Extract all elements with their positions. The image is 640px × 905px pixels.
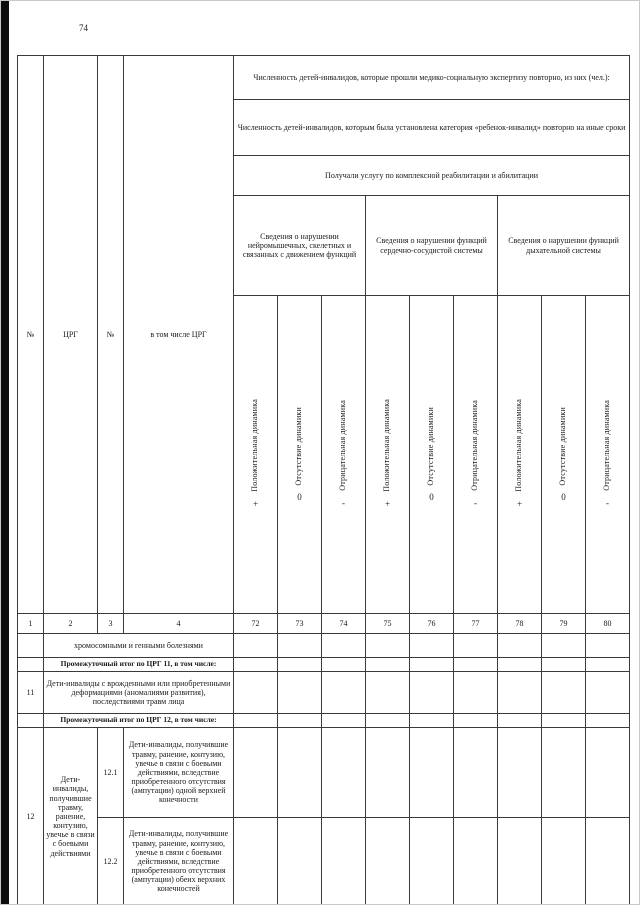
data-cell: [542, 714, 586, 728]
data-cell: [498, 672, 542, 714]
data-cell: [498, 634, 542, 658]
data-cell: [322, 728, 366, 818]
col-header-vtom-chisle-crg: в том числе ЦРГ: [124, 56, 234, 614]
zero-symbol: 0: [297, 492, 302, 503]
row-label-12-2: Дети-инвалиды, получившие травму, ранение, контузию, увечье в связи с боевыми действиями, вследствие приобретенного отсутствия (ампутации) обеих верхних конечностей: [124, 818, 234, 905]
data-cell: [410, 818, 454, 905]
col-number-cell: 75: [366, 614, 410, 634]
col-number-cell: 78: [498, 614, 542, 634]
col-number-cell: 74: [322, 614, 366, 634]
data-cell: [366, 658, 410, 672]
data-cell: [322, 818, 366, 905]
data-cell: [410, 672, 454, 714]
data-cell: [498, 728, 542, 818]
data-cell: [586, 714, 630, 728]
plus-symbol: +: [252, 499, 259, 510]
data-cell: [586, 818, 630, 905]
minus-symbol: -: [606, 498, 610, 509]
dynamics-label: Отрицательная динамика: [602, 400, 612, 492]
data-cell: [366, 714, 410, 728]
data-cell: [234, 818, 278, 905]
dynamics-header-77: [454, 296, 498, 614]
dynamics-header-76: [410, 296, 454, 614]
dynamics-label: Отрицательная динамика: [470, 400, 480, 492]
plus-symbol: +: [516, 499, 523, 510]
data-cell: [234, 672, 278, 714]
data-cell: [234, 714, 278, 728]
data-cell: [410, 658, 454, 672]
plus-symbol: +: [384, 499, 391, 510]
scan-edge-shadow: [1, 1, 9, 905]
dynamics-label: Положительная динамика: [514, 399, 524, 493]
row-num-cell: [18, 658, 44, 672]
col-number-cell: 72: [234, 614, 278, 634]
data-cell: [278, 672, 322, 714]
dynamics-label: Отсутствие динамики: [426, 406, 436, 486]
data-cell: [454, 818, 498, 905]
zero-symbol: 0: [561, 492, 566, 503]
report-table: [17, 55, 630, 905]
col-number-cell: 77: [454, 614, 498, 634]
data-cell: [234, 634, 278, 658]
col-header-num-sub: №: [98, 56, 124, 614]
group-header-neuromuscular: Сведения о нарушении нейромышечных, скелетных и связанных с движением функций: [234, 196, 366, 296]
data-cell: [542, 818, 586, 905]
data-cell: [366, 728, 410, 818]
data-cell: [366, 672, 410, 714]
row-num-cell: 12.1: [98, 728, 124, 818]
row-label-12: Дети-инвалиды, получившие травму, ранение, контузию, увечье в связи с боевыми действиями: [44, 728, 98, 905]
data-cell: [498, 818, 542, 905]
dynamics-header-75: [366, 296, 410, 614]
col-header-num-left: №: [18, 56, 44, 614]
dynamics-label: Отрицательная динамика: [338, 400, 348, 492]
data-cell: [542, 728, 586, 818]
minus-symbol: -: [342, 498, 345, 509]
header-band-repeat-expertise: Численность детей-инвалидов, которые прошли медико-социальную экспертизу повторно, из них (чел.):: [234, 56, 630, 100]
data-cell: [454, 634, 498, 658]
dynamics-header-72: [234, 296, 278, 614]
data-cell: [322, 634, 366, 658]
col-number-cell: 4: [124, 614, 234, 634]
data-cell: [410, 634, 454, 658]
minus-symbol: -: [474, 498, 477, 509]
dynamics-label: Положительная динамика: [250, 399, 260, 493]
dynamics-header-80: [586, 296, 630, 614]
group-header-respiratory: Сведения о нарушении функций дыхательной системы: [498, 196, 630, 296]
row-num-cell: [18, 634, 44, 658]
group-header-cardiovascular: Сведения о нарушении функций сердечно-сосудистой системы: [366, 196, 498, 296]
data-cell: [366, 634, 410, 658]
row-label-chromosomal: хромосомными и генными болезнями: [44, 634, 234, 658]
header-band-category-set: Численность детей-инвалидов, которым была установлена категория «ребенок-инвалид» повторно на иные сроки: [234, 100, 630, 156]
data-cell: [586, 658, 630, 672]
dynamics-header-79: [542, 296, 586, 614]
data-cell: [454, 658, 498, 672]
col-header-crg: ЦРГ: [44, 56, 98, 614]
data-cell: [454, 728, 498, 818]
data-cell: [454, 672, 498, 714]
dynamics-header-73: [278, 296, 322, 614]
col-number-cell: 76: [410, 614, 454, 634]
data-cell: [542, 672, 586, 714]
data-cell: [586, 634, 630, 658]
data-cell: [278, 714, 322, 728]
col-number-cell: 80: [586, 614, 630, 634]
data-cell: [278, 728, 322, 818]
dynamics-label: Положительная динамика: [382, 399, 392, 493]
data-cell: [278, 634, 322, 658]
data-cell: [498, 714, 542, 728]
dynamics-label: Отсутствие динамики: [294, 406, 304, 486]
data-cell: [366, 818, 410, 905]
col-number-cell: 1: [18, 614, 44, 634]
data-cell: [542, 658, 586, 672]
row-num-cell: 12.2: [98, 818, 124, 905]
data-cell: [498, 658, 542, 672]
row-num-cell: 11: [18, 672, 44, 714]
data-cell: [278, 658, 322, 672]
zero-symbol: 0: [429, 492, 434, 503]
page-number: 74: [79, 23, 88, 33]
data-cell: [542, 634, 586, 658]
data-cell: [322, 672, 366, 714]
row-label-11: Дети-инвалиды с врожденными или приобретенными деформациями (аномалиями развития), последствиями травм лица: [44, 672, 234, 714]
data-cell: [586, 728, 630, 818]
row-num-cell: [18, 714, 44, 728]
col-number-cell: 2: [44, 614, 98, 634]
subtotal-crg12-label: Промежуточный итог по ЦРГ 12, в том числе:: [44, 714, 234, 728]
dynamics-label: Отсутствие динамики: [558, 406, 568, 486]
data-cell: [454, 714, 498, 728]
dynamics-header-74: [322, 296, 366, 614]
data-cell: [234, 728, 278, 818]
data-cell: [278, 818, 322, 905]
col-number-cell: 3: [98, 614, 124, 634]
subtotal-crg11-label: Промежуточный итог по ЦРГ 11, в том числе:: [44, 658, 234, 672]
header-band-rehab-service: Получали услугу по комплексной реабилитации и абилитации: [234, 156, 630, 196]
data-cell: [322, 714, 366, 728]
col-number-cell: 73: [278, 614, 322, 634]
data-cell: [322, 658, 366, 672]
col-number-cell: 79: [542, 614, 586, 634]
data-cell: [410, 728, 454, 818]
data-cell: [410, 714, 454, 728]
data-cell: [586, 672, 630, 714]
data-cell: [234, 658, 278, 672]
row-label-12-1: Дети-инвалиды, получившие травму, ранение, контузию, увечье в связи с боевыми действиями, вследствие приобретенного отсутствия (ампутации) одной верхней конечности: [124, 728, 234, 818]
dynamics-header-78: [498, 296, 542, 614]
row-num-cell: 12: [18, 728, 44, 905]
